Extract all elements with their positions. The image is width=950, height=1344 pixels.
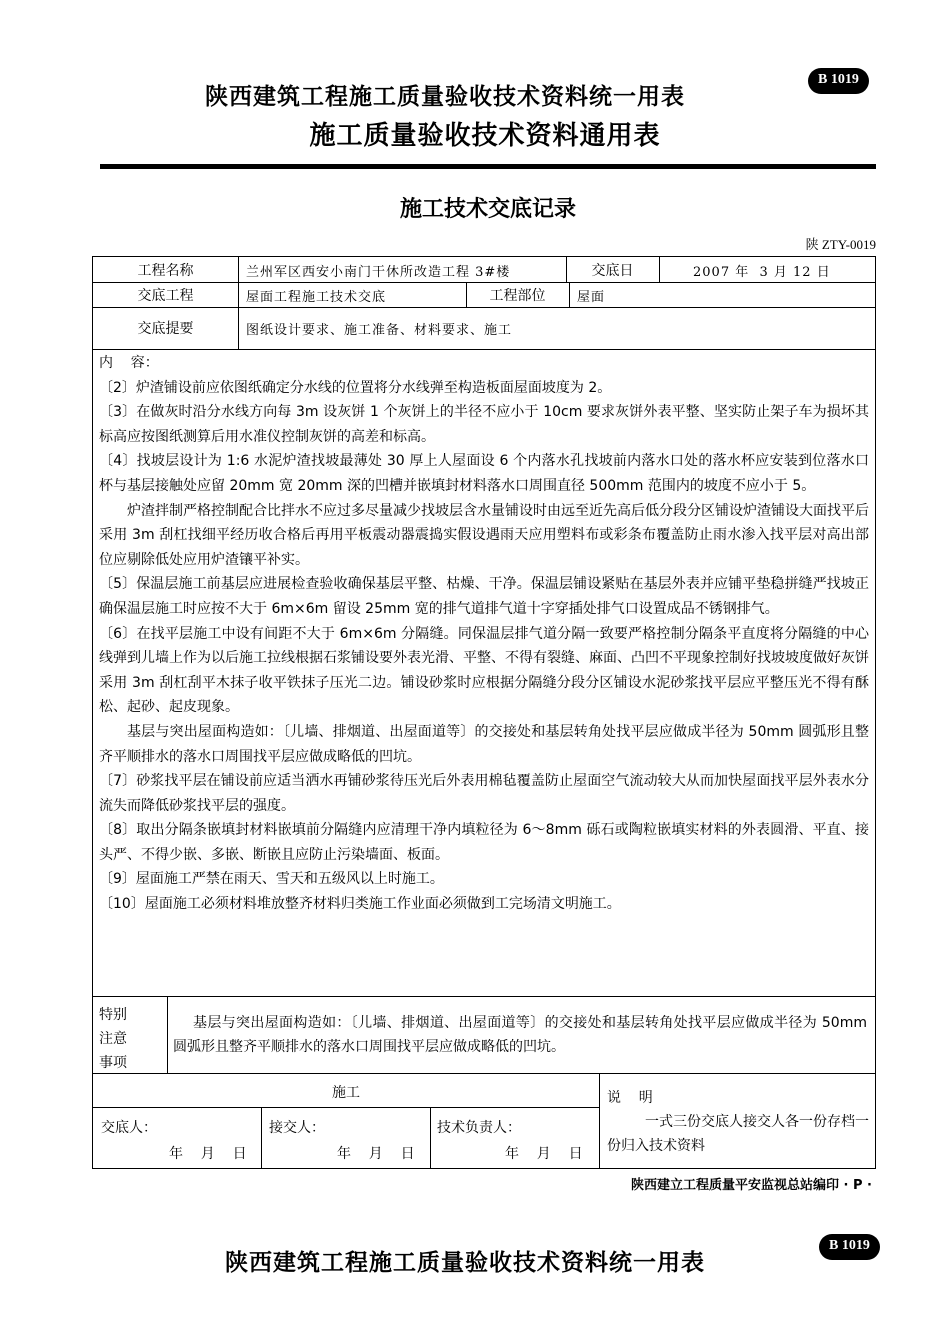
content-paragraph: 〔6〕在找平层施工中设有间距不大于 6m×6m 分隔缝。同保温层排气道分隔一致要严格控制分隔条平直度将分隔缝的中心线弹到儿墙上作为以后施工拉线根据石浆铺设要外表光滑、平整、不得有裂缝、麻面、凸凹不平现象控制好找坡坡度做好灰饼采用 3m 刮杠刮平木抹子收平铁抹子压光二边。铺设砂浆时应根据分隔缝分段分区铺设水泥砂浆找平层应平整压光不得有酥松、起砂、起皮现象。: [99, 625, 869, 716]
location-label: 工程部位: [489, 288, 546, 304]
project-name-label: 工程名称: [137, 263, 194, 279]
content-paragraph: 〔9〕屋面施工严禁在雨天、雪天和五级风以上时施工。: [99, 871, 444, 888]
document-number: 陕 ZTY-0019: [805, 237, 876, 252]
form-code-badge: B 1019: [808, 68, 869, 94]
content-paragraph: 〔7〕砂浆找平层在铺设前应适当洒水再铺砂浆待压光后外表用棉毡覆盖防止屋面空气流动较大从而加快屋面找平层外表水分流失而降低砂浆找平层的强度。: [99, 773, 869, 814]
explanation-text: 一式三份交底人接交人各一份存档一份归入技术资料: [607, 1114, 869, 1154]
date-value: 2007 年 3 月 12 日: [693, 265, 831, 280]
summary-value: 图纸设计要求、施工准备、材料要求、施工: [246, 323, 513, 338]
content-paragraph: 〔4〕找坡层设计为 1:6 水泥炉渣找坡最薄处 30 厚上人屋面设 6 个内落水孔找坡前内落水口处的落水杯应安装到位落水口杯与基层接触处应留 20mm 宽 20mm 深的凹槽并嵌填封材料落水口周围直径 500mm 范围内的坡度不应小于 5。: [99, 453, 869, 494]
discloser-date: 年 月 日: [169, 1146, 247, 1162]
summary-label: 交底提要: [137, 321, 194, 337]
page-subtitle: 施工质量验收技术资料通用表: [309, 121, 661, 151]
explanation-label: 说 明: [607, 1090, 653, 1106]
tech-lead-label: 技术负责人：: [437, 1120, 521, 1136]
receiver-date: 年 月 日: [337, 1146, 415, 1162]
editor-note: 陕西建立工程质量平安监视总站编印 · P ·: [631, 1178, 872, 1193]
location-value: 屋面: [577, 290, 606, 305]
content-paragraph: 〔10〕屋面施工必须材料堆放整齐材料归类施工作业面必须做到工完场清文明施工。: [99, 896, 621, 913]
construction-label: 施工: [332, 1085, 360, 1101]
next-form-code-badge: B 1019: [819, 1234, 880, 1260]
header-rule: [100, 164, 876, 169]
next-series-title: 陕西建筑工程施工质量验收技术资料统一用表: [225, 1250, 705, 1276]
content-paragraph: 炉渣拌制严格控制配合比拌水不应过多尽量减少找坡层含水量铺设时由远至近先高后低分段分区铺设炉渣铺设大面找平后采用 3m 刮杠找细平经历收合格后再用平板震动器震捣实假设遇雨天应用塑料布或彩条布覆盖防止雨水渗入找平层对高出部位应剔除低处应用炉渣镶平补实。: [99, 502, 869, 568]
tech-lead-date: 年 月 日: [505, 1146, 583, 1162]
content-paragraph: 〔3〕在做灰时沿分水线方向每 3m 设灰饼 1 个灰饼上的半径不应小于 10cm 要求灰饼外表平整、坚实防止架子车为损坏其标高应按图纸测算后用水准仪控制灰饼的高差和标高。: [99, 404, 869, 445]
document-title: 施工技术交底记录: [399, 197, 576, 222]
series-title: 陕西建筑工程施工质量验收技术资料统一用表: [205, 84, 685, 110]
content-paragraph: 〔5〕保温层施工前基层应进展检查验收确保基层平整、枯燥、干净。保温层铺设紧贴在基层外表并应铺平垫稳拼缝严找坡正确保温层施工时应按不大于 6m×6m 留设 25mm 宽的排气道排气道十字穿插处排气口设置成品不锈钢排气。: [99, 576, 869, 617]
special-notes-text: 基层与突出屋面构造如：〔儿墙、排烟道、出屋面道等〕的交接处和基层转角处找平层应做成半径为 50mm 圆弧形且整齐平顺排水的落水口周围找平层应做成略低的凹坑。: [173, 1015, 867, 1055]
disclosure-form: [92, 256, 876, 1169]
project-name-value: 兰州军区西安小南门干休所改造工程 3#楼: [246, 265, 511, 280]
content-paragraph: 〔8〕取出分隔条嵌填封材料嵌填前分隔缝内应清理干净内填粒径为 6～8mm 砾石或陶粒嵌填实材料的外表圆滑、平直、接头严、不得少嵌、多嵌、断嵌且应防止污染墙面、板面。: [99, 822, 869, 863]
receiver-label: 接交人：: [269, 1120, 325, 1136]
item-value: 屋面工程施工技术交底: [246, 290, 387, 305]
item-label: 交底工程: [137, 288, 194, 304]
content-paragraph: 基层与突出屋面构造如：〔儿墙、排烟道、出屋面道等〕的交接处和基层转角处找平层应做成半径为 50mm 圆弧形且整齐平顺排水的落水口周围找平层应做成略低的凹坑。: [99, 723, 869, 765]
content-body: [99, 351, 869, 917]
date-label: 交底日: [591, 263, 634, 279]
discloser-label: 交底人：: [101, 1120, 157, 1136]
special-notes-label: 特别 注意 事项: [99, 1007, 127, 1071]
content-paragraph: 〔2〕炉渣铺设前应依图纸确定分水线的位置将分水线弹至构造板面屋面坡度为 2。: [99, 379, 612, 396]
content-label: 内 容：: [99, 355, 159, 371]
